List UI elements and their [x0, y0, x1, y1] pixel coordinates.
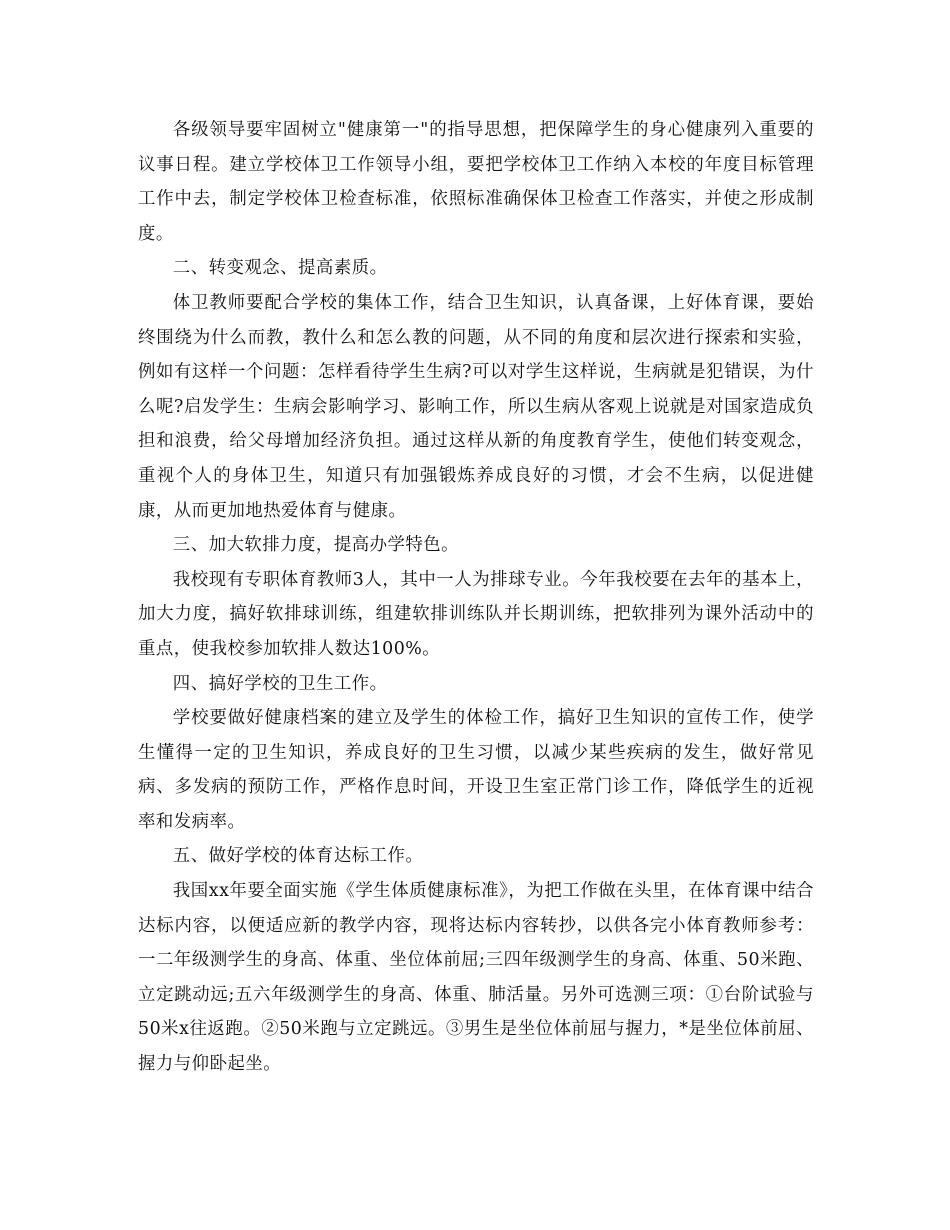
paragraph-hygiene: 学校要做好健康档案的建立及学生的体检工作，搞好卫生知识的宣传工作，使学生懂得一定的卫生知识，养成良好的卫生习惯，以减少某些疾病的发生，做好常见病、多发病的预防工作，严格作息时间，开设卫生室正常门诊工作，降低学生的近视率和发病率。 [138, 708, 814, 832]
heading-section-3: 三、加大软排力度，提高办学特色。 [172, 535, 460, 556]
heading-section-2: 二、转变观念、提高素质。 [172, 258, 388, 279]
paragraph-volleyball: 我校现有专职体育教师3人，其中一人为排球专业。今年我校要在去年的基本上，加大力度，搞好软排球训练，组建软排训练队并长期训练，把软排列为课外活动中的重点，使我校参加软排人数达100%。 [138, 569, 814, 659]
heading-section-4: 四、搞好学校的卫生工作。 [172, 673, 388, 694]
heading-section-5: 五、做好学校的体育达标工作。 [172, 846, 424, 867]
paragraph-leadership: 各级领导要牢固树立"健康第一"的指导思想，把保障学生的身心健康列入重要的议事日程。建立学校体卫工作领导小组，要把学校体卫工作纳入本校的年度目标管理工作中去，制定学校体卫检查标准，依照标准确保体卫检查工作落实，并使之形成制度。 [138, 120, 814, 244]
paragraph-teachers: 体卫教师要配合学校的集体工作，结合卫生知识，认真备课，上好体育课，要始终围绕为什么而教，教什么和怎么教的问题，从不同的角度和层次进行探索和实验，例如有这样一个问题：怎样看待学生生病?可以对学生这样说，生病就是犯错误，为什么呢?启发学生：生病会影响学习、影响工作，所以生病从客观上说就是对国家造成负担和浪费，给父母增加经济负担。通过这样从新的角度教育学生，使他们转变观念，重视个人的身体卫生，知道只有加强锻炼养成良好的习惯，才会不生病，以促进健康，从而更加地热爱体育与健康。 [138, 292, 814, 521]
document-body [138, 113, 814, 1082]
paragraph-fitness-standards: 我国xx年要全面实施《学生体质健康标准》，为把工作做在头里，在体育课中结合达标内容，以便适应新的教学内容，现将达标内容转抄，以供各完小体育教师参考：一二年级测学生的身高、体重、坐位体前屈;三四年级测学生的身高、体重、50米跑、立定跳动远;五六年级测学生的身高、体重、肺活量。另外可选测三项：①台阶试验与50米x往返跑。②50米跑与立定跳远。③男生是坐位体前屈与握力，*是坐位体前屈、握力与仰卧起坐。 [138, 881, 814, 1075]
